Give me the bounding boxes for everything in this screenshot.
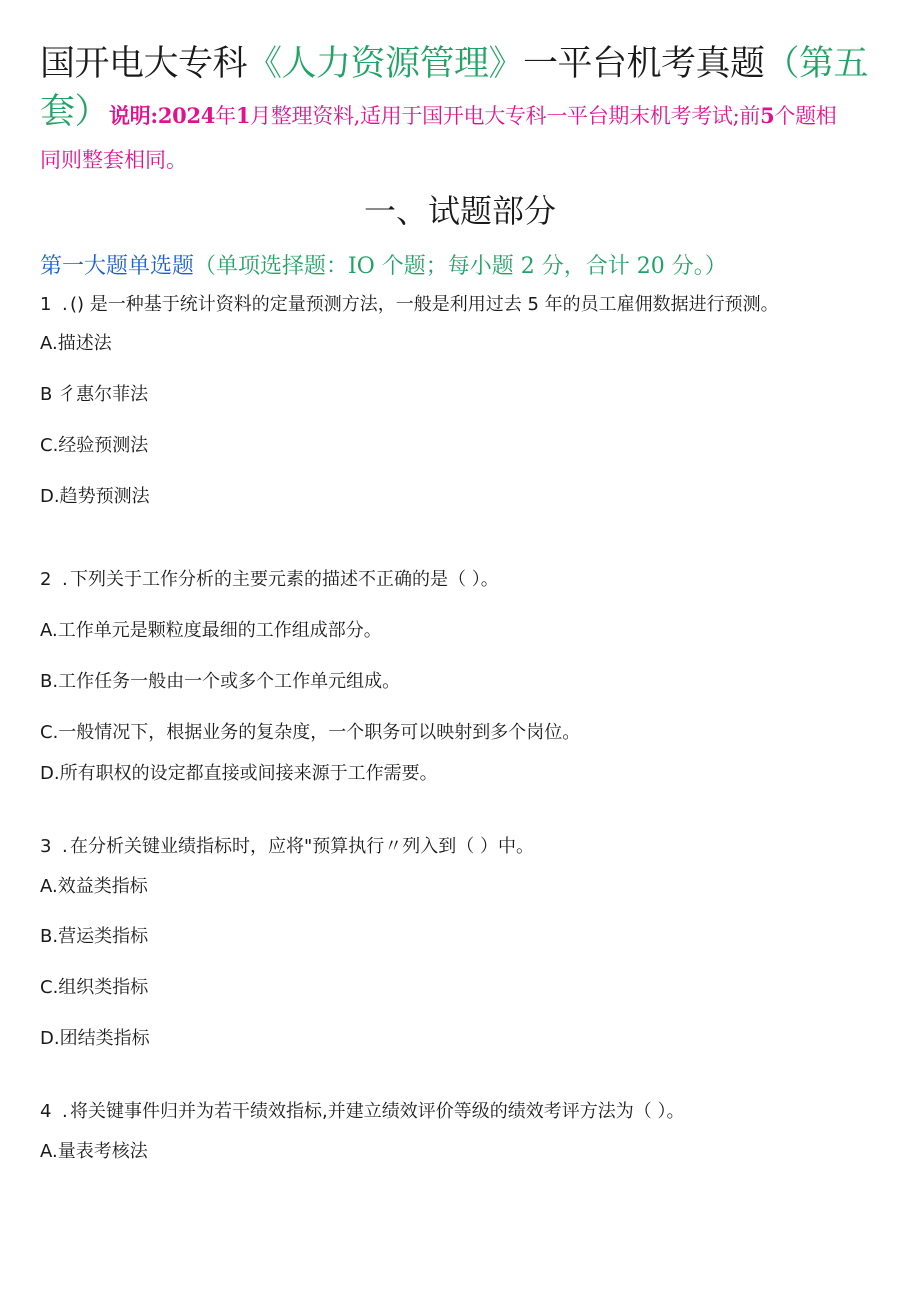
question-stem: 4 . 将关键事件归并为若干绩效指标,并建立绩效评价等级的绩效考评方法为（ ）。 bbox=[40, 1101, 685, 1122]
option-item: B.营运类指标 bbox=[40, 926, 149, 947]
part-detail: （单项选择题：IO 个题；每小题 2 分，合计 20 分。） bbox=[194, 254, 727, 279]
note-text-line-2: 同则整套相同。 bbox=[40, 148, 187, 172]
option-item: A.量表考核法 bbox=[40, 1141, 148, 1162]
option-item: D.团结类指标 bbox=[40, 1028, 150, 1049]
title-set-open: （第五 bbox=[764, 44, 869, 84]
section-title: 一、试题部分 bbox=[363, 192, 556, 230]
option-item: B 彳惠尔菲法 bbox=[40, 384, 149, 405]
title-line-2 bbox=[40, 88, 885, 140]
note-text: 说明:2024年1月整理资料,适用于国开电大专科一平台期末机考考试;前5个题相 bbox=[109, 103, 837, 128]
question-stem: 1 . () 是一种基于统计资料的定量预测方法，一般是利用过去 5 年的员工雇佣数据进行预测。 bbox=[40, 294, 779, 315]
title-set-close: 套） bbox=[40, 92, 110, 132]
question-stem: 2 . 下列关于工作分析的主要元素的描述不正确的是（ ）。 bbox=[40, 569, 499, 590]
part-heading bbox=[40, 249, 727, 280]
title-course: 《人力资源管理》 bbox=[247, 44, 524, 84]
option-item: D.趋势预测法 bbox=[40, 486, 150, 507]
option-item: C.一般情况下，根据业务的复杂度，一个职务可以映射到多个岗位。 bbox=[40, 722, 581, 743]
option-item: B.工作任务一般由一个或多个工作单元组成。 bbox=[40, 671, 401, 692]
question-stem: 3 . 在分析关键业绩指标时，应将"预算执行〃列入到（ ）中。 bbox=[40, 836, 534, 857]
part-label: 第一大题单选题 bbox=[40, 254, 195, 279]
option-item: A.工作单元是颗粒度最细的工作组成部分。 bbox=[40, 620, 382, 641]
option-item: C.组织类指标 bbox=[40, 977, 149, 998]
option-item: A.描述法 bbox=[40, 333, 112, 354]
title-suffix: 一平台机考真题 bbox=[523, 44, 765, 84]
option-item: A.效益类指标 bbox=[40, 876, 148, 897]
title-prefix: 国开电大专科 bbox=[40, 44, 248, 84]
document-title bbox=[40, 40, 885, 88]
option-item: D.所有职权的设定都直接或间接来源于工作需要。 bbox=[40, 763, 438, 784]
document-header bbox=[40, 40, 885, 180]
option-item: C.经验预测法 bbox=[40, 435, 149, 456]
